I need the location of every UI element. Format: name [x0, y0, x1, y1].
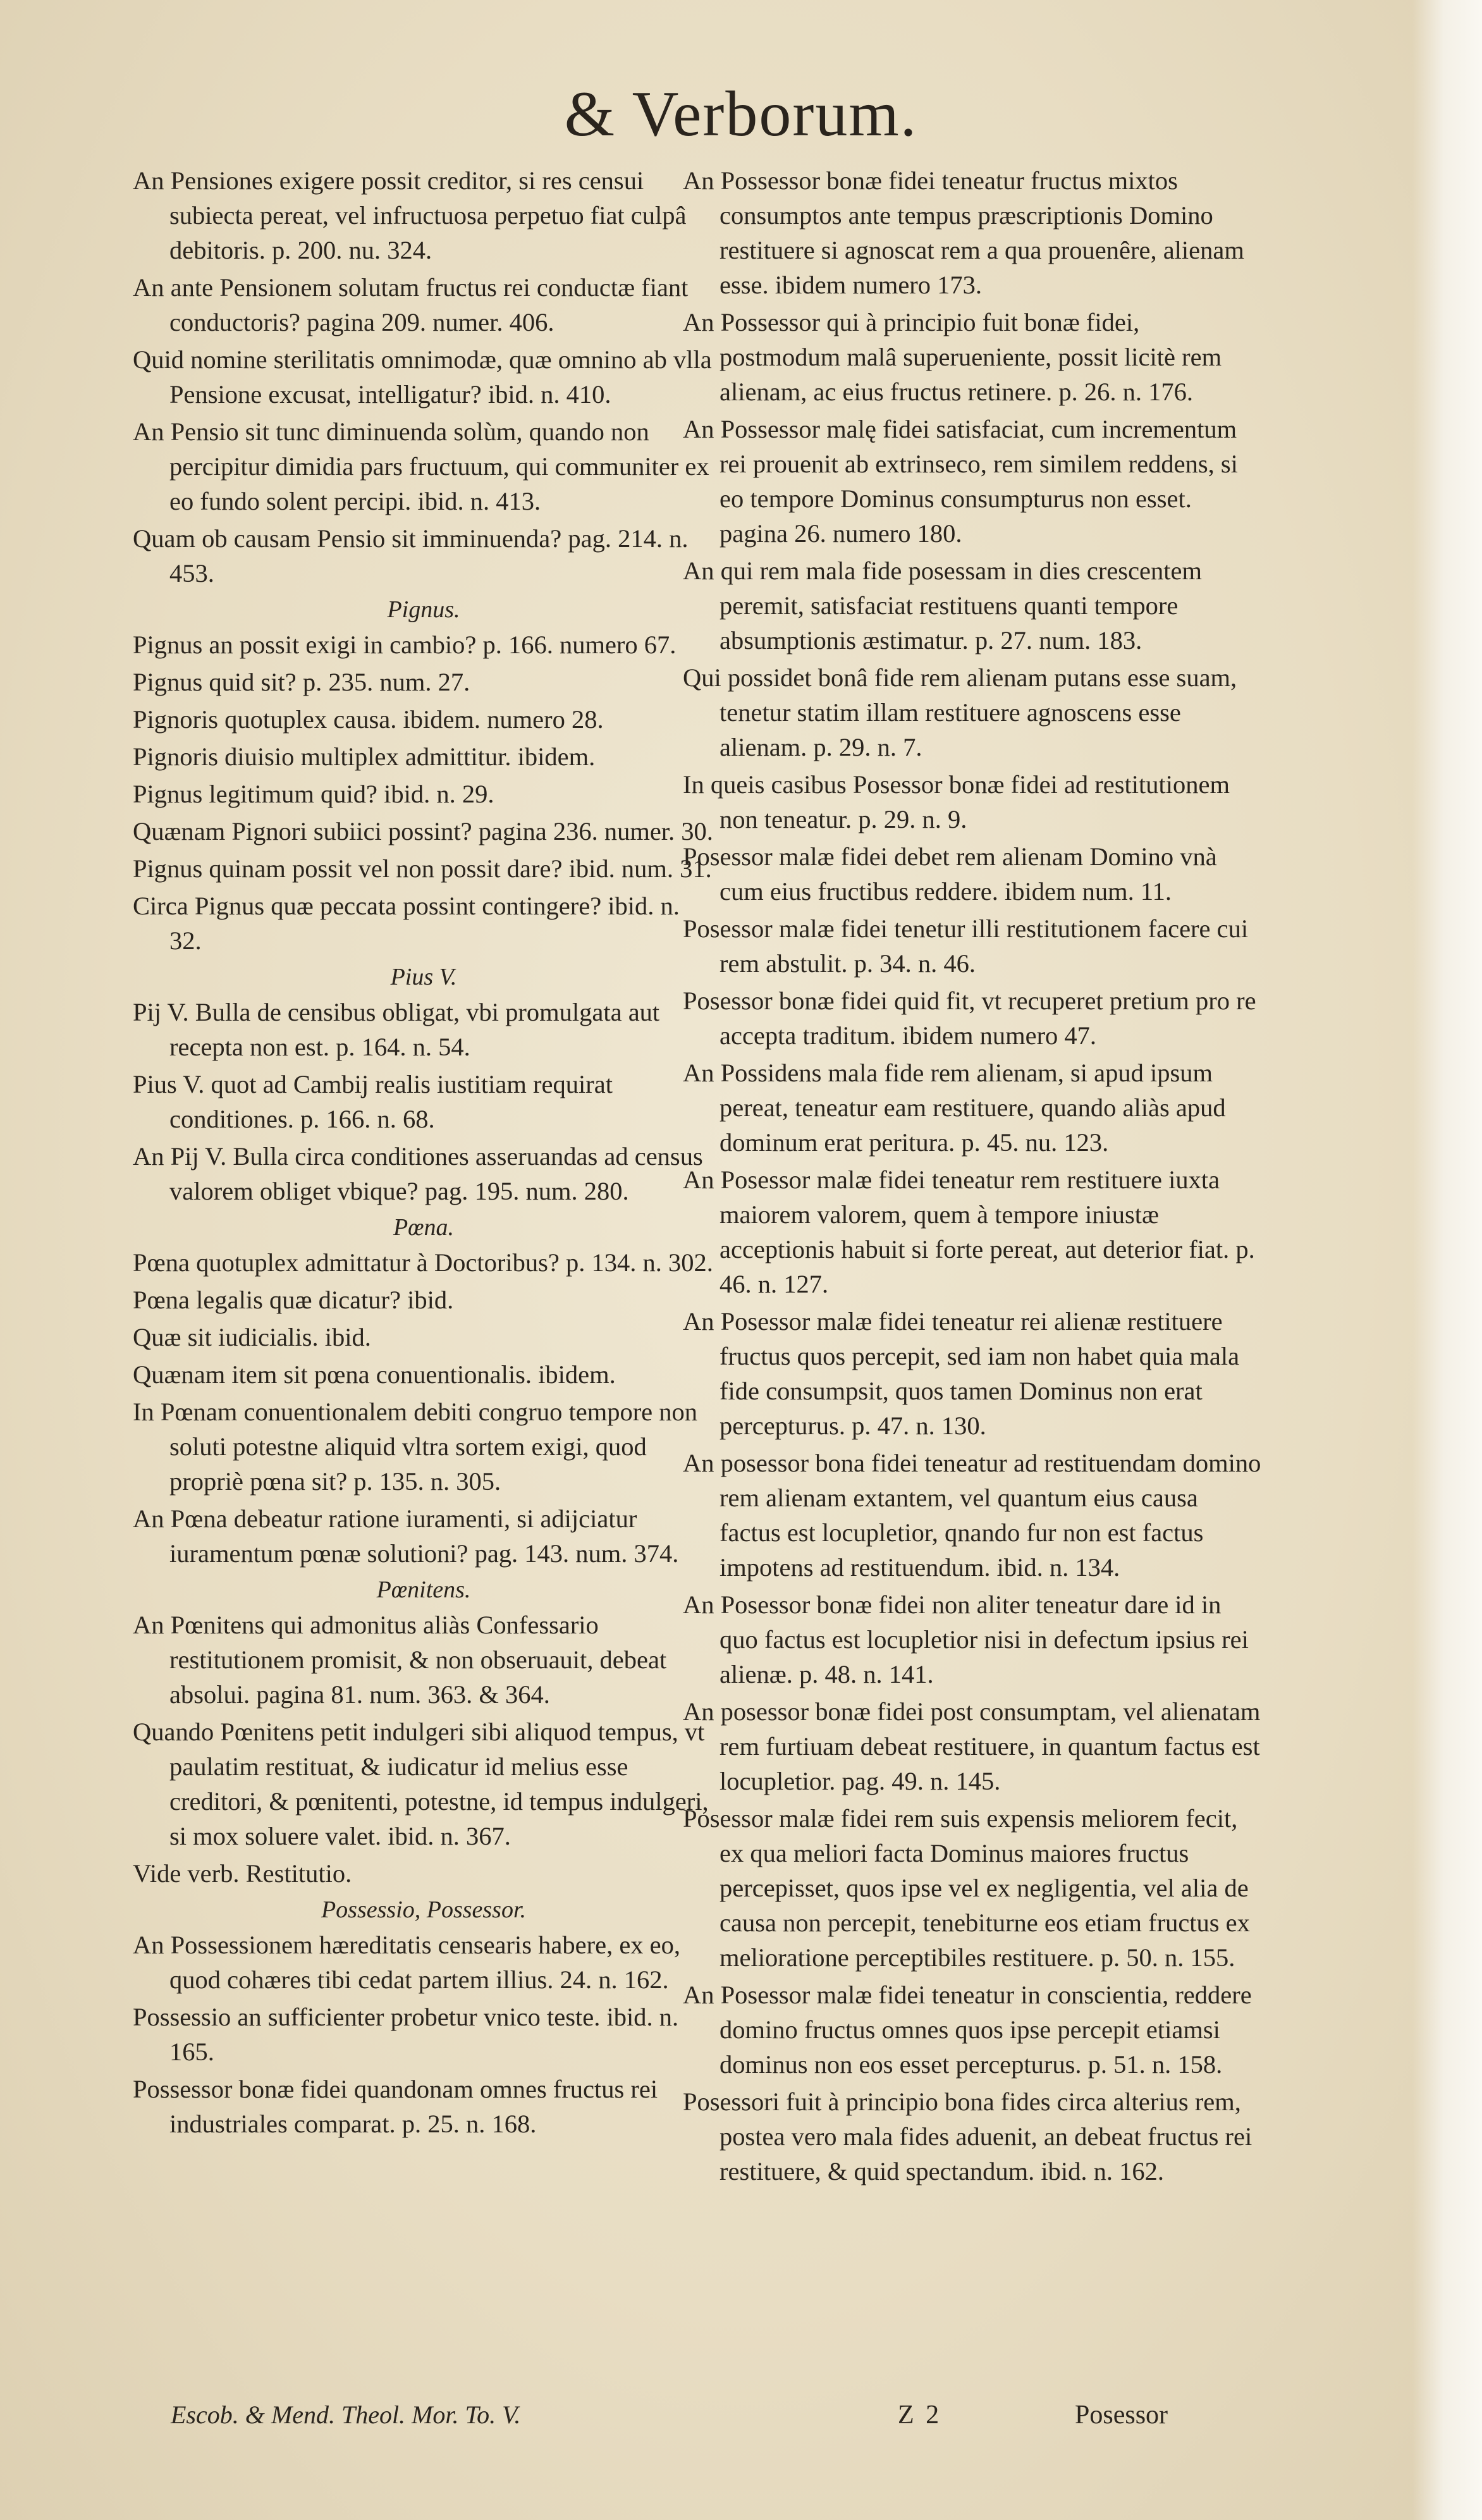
footer-author-line: Escob. & Mend. Theol. Mor. To. V. [171, 2400, 521, 2429]
index-entry: An Pensiones exigere possit creditor, si res censui subiecta pereat, vel infructuosa perpetuo fiat culpâ debitoris. p. 200. nu. 324. [133, 166, 687, 264]
index-entry: Posessor malæ fidei rem suis expensis meliorem fecit, ex qua meliori facta Dominus maiores fructus percepisset, quos ipse vel ex negligentia, vel alia de causa non percepit, tenebiturne eos etiam fructus ex melioratione perceptibiles restituere. p. 50. n. 155. [683, 1804, 1250, 1972]
index-entry: Posessor malæ fidei debet rem alienam Domino vnà cum eius fructibus reddere. ibidem num. 11. [683, 842, 1217, 906]
index-entry: Pignus an possit exigi in cambio? p. 166. numero 67. [133, 630, 677, 659]
index-entry: Quid nomine sterilitatis omnimodæ, quæ omnino ab vlla Pensione excusat, intelligatur? ibid. n. 410. [133, 345, 712, 409]
index-entry: Posessori fuit à principio bona fides circa alterius rem, postea vero mala fides aduenit, an debeat fructus rei restituere, & quid spectandum. ibid. n. 162. [683, 2087, 1252, 2185]
index-entry: In Pœnam conuentionalem debiti congruo tempore non soluti potestne aliquid vltra sortem exigi, quod propriè pœna sit? p. 135. n. 305. [133, 1398, 698, 1496]
index-entry: Quam ob causam Pensio sit imminuenda? pag. 214. n. 453. [133, 524, 689, 587]
index-entry: Posessor bonæ fidei quid fit, vt recuperet pretium pro re accepta traditum. ibidem numero 47. [683, 986, 1256, 1050]
index-entry: An Posessor malæ fidei teneatur rem restituere iuxta maiorem valorem, quem à tempore iniustæ acceptionis habuit si forte pereat, aut deterior fiat. p. 46. n. 127. [683, 1165, 1255, 1298]
index-entry: Pij V. Bulla de censibus obligat, vbi promulgata aut recepta non est. p. 164. n. 54. [133, 998, 660, 1061]
index-entry: Circa Pignus quæ peccata possint contingere? ibid. n. 32. [133, 892, 680, 955]
index-entry: An Possessionem hæreditatis censearis habere, ex eo, quod cohæres tibi cedat partem illius. 24. n. 162. [133, 1931, 681, 1994]
signature-mark: Z 2 [898, 2400, 942, 2430]
section-heading: Pœna. [393, 1214, 455, 1241]
index-entry: An Possessor bonæ fidei teneatur fructus mixtos consumptos ante tempus præscriptionis Domino restituere si agnoscat rem a qua prouenêre, alienam esse. ibidem numero 173. [683, 166, 1244, 299]
index-entry: Pignus quid sit? p. 235. num. 27. [133, 668, 470, 696]
index-entry: An Posessor bonæ fidei non aliter teneatur dare id in quo factus est locupletior nisi in defectum ipsius rei alienæ. p. 48. n. 141. [683, 1590, 1249, 1688]
index-entry: An Posessor malæ fidei teneatur in conscientia, reddere domino fructus omnes quos ipse percepit etiamsi dominus non eos esset percepturus. p. 51. n. 158. [683, 1981, 1252, 2079]
index-entry: An Possidens mala fide rem alienam, si apud ipsum pereat, teneatur eam restituere, quando aliàs apud dominum erat peritura. p. 45. nu. 123. [683, 1059, 1226, 1157]
page-header: & Verborum. [564, 78, 918, 150]
index-entry: Pius V. quot ad Cambij realis iustitiam requirat conditiones. p. 166. n. 68. [133, 1070, 613, 1133]
index-entry: Possessor bonæ fidei quandonam omnes fructus rei industriales comparat. p. 25. n. 168. [133, 2075, 658, 2138]
section-heading: Pius V. [390, 964, 457, 990]
index-entry: An posessor bonæ fidei post consumptam, vel alienatam rem furtiuam debeat restituere, in quantum factus est locupletior. pag. 49. n. 145. [683, 1697, 1261, 1795]
index-entry: An Possessor malę fidei satisfaciat, cum incrementum rei prouenit ab extrinseco, rem similem reddens, si eo tempore Dominus consumpturus non esset. pagina 26. numero 180. [683, 415, 1238, 548]
index-entry: Qui possidet bonâ fide rem alienam putans esse suam, tenetur statim illam restituere agnoscens esse alienam. p. 29. n. 7. [683, 663, 1237, 761]
index-entry: Possessio an sufficienter probetur vnico teste. ibid. n. 165. [133, 2003, 679, 2066]
right-column [683, 163, 1265, 2191]
index-entry: Vide verb. Restitutio. [133, 1859, 352, 1888]
index-entry: An Pij V. Bulla circa conditiones asseruandas ad census valorem obliget vbique? pag. 195. num. 280. [133, 1142, 703, 1205]
index-entry: An Posessor malæ fidei teneatur rei alienæ restituere fructus quos percepit, sed iam non habet quia mala fide consumpsit, quos tamen Dominus non erat percepturus. p. 47. n. 130. [683, 1307, 1240, 1440]
index-entry: Quæ sit iudicialis. ibid. [133, 1323, 371, 1351]
index-entry: Pignoris diuisio multiplex admittitur. ibidem. [133, 742, 596, 771]
index-entry: Pignoris quotuplex causa. ibidem. numero 28. [133, 705, 604, 734]
index-entry: An Pensio sit tunc diminuenda solùm, quando non percipitur dimidia pars fructuum, qui communiter ex eo fundo solent percipi. ibid. n. 413. [133, 417, 709, 515]
page-edge [1412, 0, 1482, 2520]
left-column [133, 163, 714, 2144]
index-entry: Quando Pœnitens petit indulgeri sibi aliquod tempus, vt paulatim restituat, & iudicatur id melius esse creditori, & pœnitenti, potestne, id tempus indulgeri, si mox soluere valet. ibid. n. 367. [133, 1718, 709, 1850]
index-entry: Pignus legitimum quid? ibid. n. 29. [133, 780, 494, 808]
index-entry: Pignus quinam possit vel non possit dare? ibid. num. 31. [133, 854, 712, 883]
index-entry: An ante Pensionem solutam fructus rei conductæ fiant conductoris? pagina 209. numer. 406. [133, 273, 689, 336]
index-entry: An qui rem mala fide posessam in dies crescentem peremit, satisfaciat restituens quanti tempore absumptionis æstimatur. p. 27. num. 183. [683, 556, 1202, 655]
index-entry: An posessor bona fidei teneatur ad restituendam domino rem alienam extantem, vel quantum eius causa factus est locupletior, qnando fur non est factus impotens ad restituendum. ibid. n. 134. [683, 1449, 1261, 1582]
index-entry: Quænam item sit pœna conuentionalis. ibidem. [133, 1360, 616, 1389]
index-entry: Quænam Pignori subiici possint? pagina 236. numer. 30. [133, 817, 713, 845]
section-heading: Pœnitens. [376, 1577, 471, 1603]
index-entry: An Possessor qui à principio fuit bonæ fidei, postmodum malâ superueniente, possit licitè rem alienam, ac eius fructus retinere. p. 26. n. 176. [683, 308, 1222, 406]
catchword: Posessor [1075, 2400, 1168, 2430]
index-entry: An Pœna debeatur ratione iuramenti, si adijciatur iuramentum pœnæ solutioni? pag. 143. num. 374. [133, 1504, 679, 1568]
index-entry: Posessor malæ fidei tenetur illi restitutionem facere cui rem abstulit. p. 34. n. 46. [683, 914, 1249, 978]
index-entry: Pœna quotuplex admittatur à Doctoribus? p. 134. n. 302. [133, 1248, 713, 1277]
section-heading: Possessio, Possessor. [321, 1896, 527, 1923]
index-entry: Pœna legalis quæ dicatur? ibid. [133, 1286, 454, 1314]
section-heading: Pignus. [387, 596, 460, 623]
index-entry: In queis casibus Posessor bonæ fidei ad restitutionem non teneatur. p. 29. n. 9. [683, 770, 1230, 833]
index-entry: An Pœnitens qui admonitus aliàs Confessario restitutionem promisit, & non obseruauit, debeat absolui. pagina 81. num. 363. & 364. [133, 1611, 667, 1709]
